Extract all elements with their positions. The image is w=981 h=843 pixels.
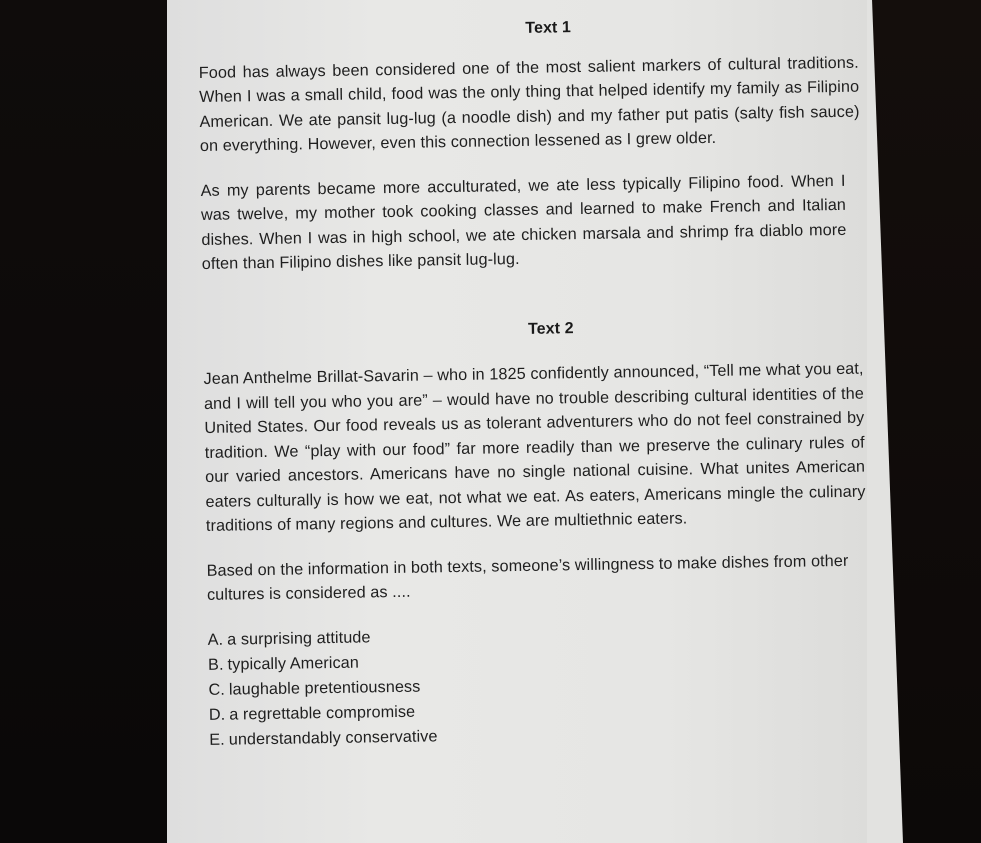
text-2-paragraph-1: Jean Anthelme Brillat-Savarin – who in 1825 confidently announced, “Tell me what you eat, and I will tell you who you are” – would have no trouble describing cultural identities of the United States. Our food reveals us as tolerant adventurers who do not feel constrained by tradition. We “play with our food” far more readily than we preserve the culinary rules of our varied ancestors. Americans have no single national cuisine. What unites American eaters culturally is how we eat, not what we eat. As eaters, Americans mingle the culinary traditions of many regions and cultures. We are multiethnic eaters. — [203, 359, 866, 535]
text-2-title: Text 2 — [527, 319, 574, 338]
text-1-paragraph-1: Food has always been considered one of the most salient markers of cultural traditions. When I was a small child, food was the only thing that helped identify my family as Filipino American. We ate pansit lug-lug (a noodle dish) and my father put patis (salty fish sauce) on everything. However, even this connection lessened as I grew older. — [198, 53, 860, 155]
document-content — [198, 12, 869, 753]
option-text: typically American — [227, 653, 360, 674]
answer-options — [208, 617, 870, 752]
option-letter: B. — [207, 655, 224, 674]
text-2-section — [203, 312, 866, 538]
text-1-paragraph-2: As my parents became more acculturated, we ate less typically Filipino food. When I was twelve, my mother took cooking classes and learned to make French and Italian dishes. When I was in high school, we ate chicken marsala and shrimp fra diablo more often than Filipino dishes like pansit lug-lug. — [200, 171, 847, 273]
text-1-section — [198, 12, 862, 277]
dark-background-left — [0, 0, 170, 843]
option-letter: C. — [208, 680, 226, 699]
text-1-title: Text 1 — [525, 19, 572, 37]
option-text: a surprising attitude — [227, 627, 371, 649]
option-letter: D. — [208, 705, 226, 724]
option-letter: E. — [209, 730, 225, 749]
option-text: laughable pretentiousness — [228, 677, 421, 699]
question-prompt: Based on the information in both texts, someone’s willingness to make dishes from other cultures is considered as .... — [206, 551, 849, 604]
option-text: a regrettable compromise — [229, 702, 416, 724]
option-letter: A. — [207, 630, 224, 649]
option-text: understandably conservative — [228, 726, 438, 749]
question-section — [206, 548, 869, 752]
